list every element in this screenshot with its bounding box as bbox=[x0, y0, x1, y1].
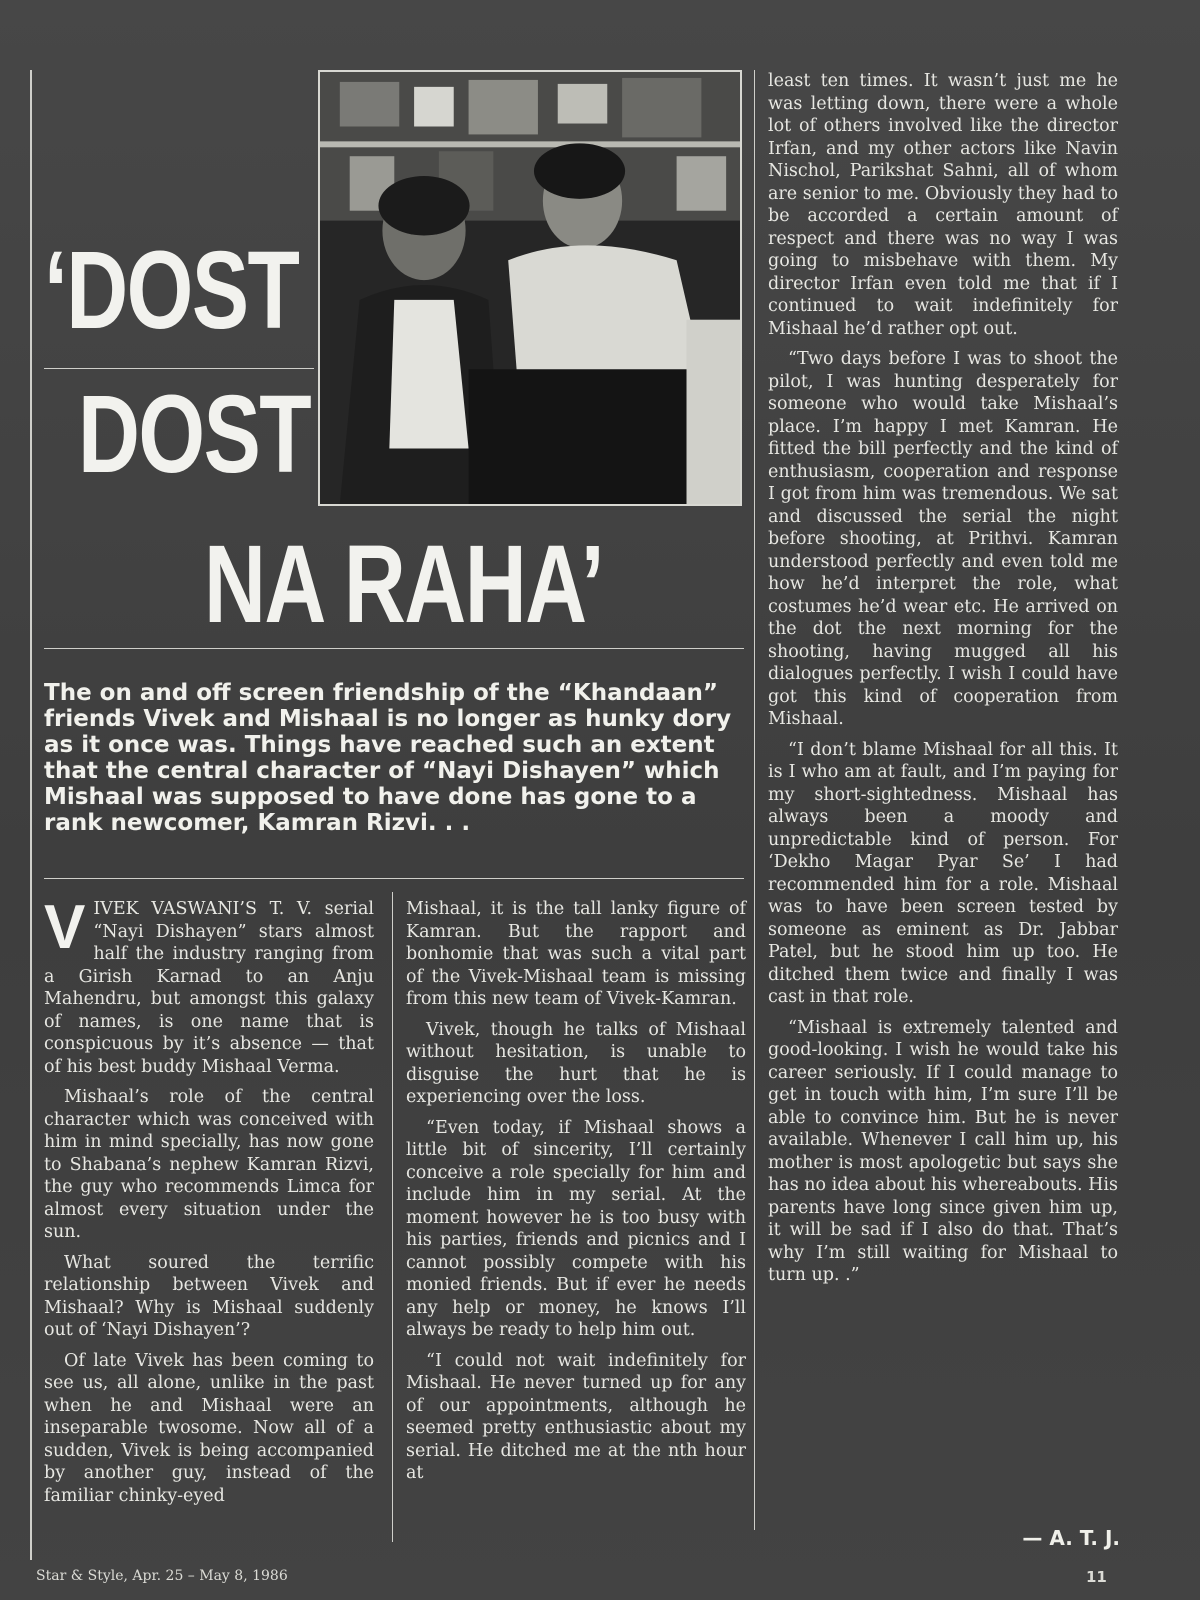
column-rule-right bbox=[754, 70, 755, 1530]
publication-footer: Star & Style, Apr. 25 – May 8, 1986 bbox=[36, 1568, 288, 1584]
article-paragraph: Mishaal, it is the tall lanky figure of Kamran. But the rapport and bonhomie that was such a vital part of the Vivek-Mishaal team is missing from this new team of Vivek-Kamran. bbox=[406, 899, 746, 1009]
intro-rule bbox=[44, 878, 744, 879]
headline-line-3: NA RAHA’ bbox=[204, 523, 604, 646]
headline-line-1: ‘DOST bbox=[44, 229, 299, 352]
article-paragraph: Mishaal’s role of the central character which was conceived with him in mind specially, has now gone to Shabana’s nephew Kamran Rizvi, the guy who recommends Limca for almost every situation under the sun. bbox=[44, 1087, 374, 1242]
headline-rule-1 bbox=[44, 368, 314, 369]
article-paragraph: “I could not wait indefinitely for Mishaal. He never turned up for any of our appointments, although he seemed pretty enthusiastic about my serial. He ditched me at the nth hour at bbox=[406, 1350, 746, 1483]
article-paragraph: VIVEK VASWANI’S T. V. serial “Nayi Dishayen” stars almost half the industry ranging from a Girish Karnad to an Anju Mahendru, but amongst this galaxy of names, is one name that is conspicuous by it’s absence — that of his best buddy Mishaal Verma. bbox=[44, 893, 374, 1077]
article-paragraph: What soured the terrific relationship between Vivek and Mishaal? Why is Mishaal suddenly out of ‘Nayi Dishayen’? bbox=[44, 1252, 374, 1340]
drop-cap: V bbox=[44, 893, 86, 962]
article-column-2 bbox=[406, 898, 746, 1493]
article-column-3 bbox=[768, 70, 1118, 1295]
article-paragraph: “Even today, if Mishaal shows a little bit of sincerity, I’ll certainly conceive a role specially for him and include him in my serial. At the moment however he is too busy with his parties, friends and picnics and I cannot possibly compete with his monied friends. But if ever he needs any help or money, he knows I’ll always be ready to help him out. bbox=[406, 1117, 746, 1340]
page-number: 11 bbox=[1086, 1568, 1107, 1586]
author-signoff: — A. T. J. bbox=[1022, 1526, 1120, 1550]
article-paragraph: “Mishaal is extremely talented and good-looking. I wish he would take his career seriously. If I could manage to get in touch with him, I’m sure I’ll be able to convince him. But he is never available. Whenever I call him up, his mother is most apologetic but says she has no idea about his whereabouts. His parents have long since given him up, it will be sad if I also do that. That’s why I’m still waiting for Mishaal to turn up. .” bbox=[768, 1017, 1118, 1285]
article-paragraph: Vivek, though he talks of Mishaal without hesitation, is unable to disguise the hurt that he is experiencing over the loss. bbox=[406, 1019, 746, 1107]
headline-rule-2 bbox=[44, 648, 744, 649]
column-rule-left bbox=[392, 892, 393, 1542]
article-paragraph: “Two days before I was to shoot the pilot, I was hunting desperately for someone who would take Mishaal’s place. I’m happy I met Kamran. He fitted the bill perfectly and the kind of enthusiasm, cooperation and response I got from him was tremendous. We sat and discussed the serial the night before shooting, at Prithvi. Kamran understood perfectly and even told me how he’d interpret the role, what costumes he’d wear etc. He arrived on the dot the next morning for the shooting, having mugged all his dialogues perfectly. I wish I could have got this kind of cooperation from Mishaal. bbox=[768, 349, 1118, 729]
photo-illustration bbox=[320, 72, 740, 504]
article-paragraph: “I don’t blame Mishaal for all this. It is I who am at fault, and I’m paying for my short-sightedness. Mishaal has always been a moody and unpredictable kind of person. For ‘Dekho Magar Pyar Se’ I had recommended him for a role. Mishaal was to have been screen tested by someone as eminent as Dr. Jabbar Patel, but he stood him up too. He ditched them twice and finally I was cast in that role. bbox=[768, 739, 1118, 1007]
article-paragraph: least ten times. It wasn’t just me he was letting down, there were a whole lot of others involved like the director Irfan, and my other actors like Navin Nischol, Parikshat Sahni, all of whom are senior to me. Obviously they had to be accorded a certain amount of respect and there was no way I was going to misbehave with them. My director Irfan even told me that if I continued to wait indefinitely for Mishaal he’d rather opt out. bbox=[768, 71, 1118, 339]
article-column-1 bbox=[44, 893, 374, 1515]
intro-standfirst: The on and off screen friendship of the “Khandaan” friends Vivek and Mishaal is no longer as hunky dory as it once was. Things have reached such an extent that the central character of “Nayi Dishayen” which Mishaal was supposed to have done has gone to a rank newcomer, Kamran Rizvi. . . bbox=[44, 680, 732, 836]
headline-line-2: DOST bbox=[78, 373, 311, 496]
article-paragraph: Of late Vivek has been coming to see us, all alone, unlike in the past when he and Mishaal were an inseparable twosome. Now all of a sudden, Vivek is being accompanied by another guy, instead of the familiar chinky-eyed bbox=[44, 1350, 374, 1506]
photo-vivek-and-kamran bbox=[318, 70, 742, 506]
left-border-rule bbox=[30, 70, 32, 1560]
